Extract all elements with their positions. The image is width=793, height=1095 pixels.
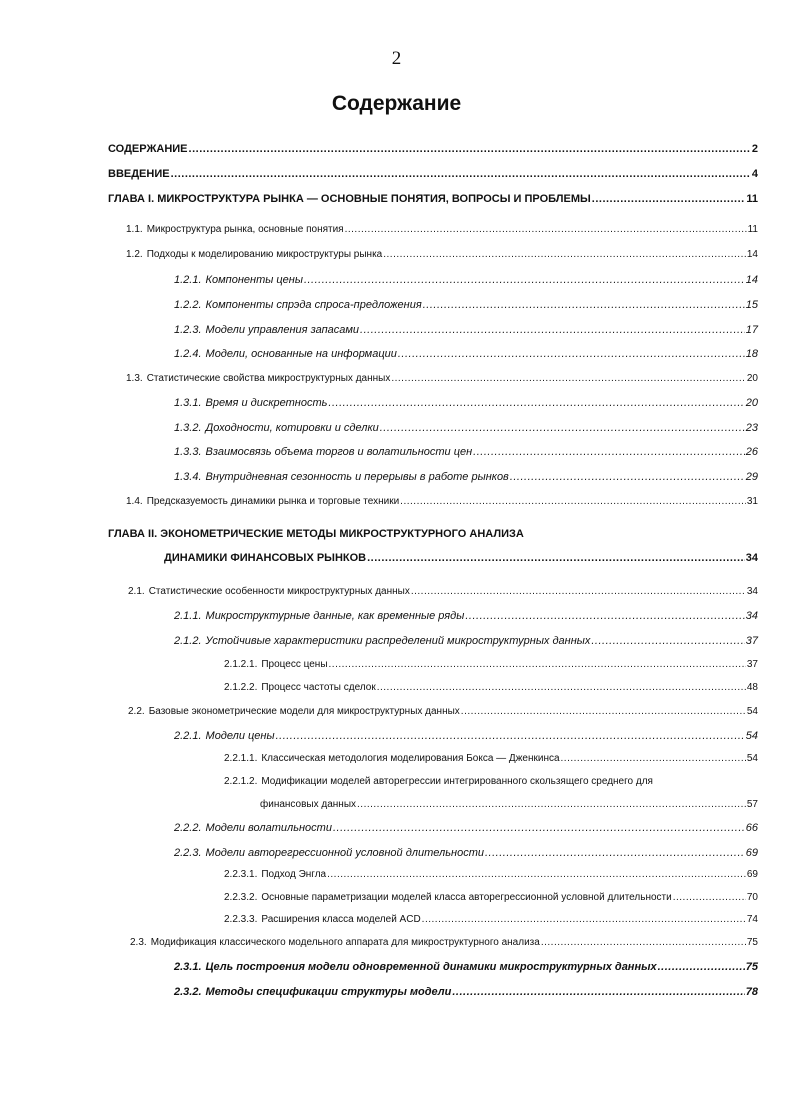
toc-number: 1.4.: [126, 496, 143, 507]
toc-entry[interactable]: [130, 935, 758, 951]
toc-page: 54: [746, 706, 758, 717]
toc-page: 17: [745, 324, 758, 336]
toc-leader: [276, 728, 745, 744]
toc-page: 48: [746, 682, 758, 693]
toc-number: 1.3.3.: [174, 446, 202, 458]
toc-entry[interactable]: [126, 371, 758, 387]
toc-page: 4: [751, 168, 758, 180]
toc-label: Взаимосвязь объема торгов и волатильности цен: [205, 446, 473, 458]
toc-leader: [327, 867, 746, 883]
toc-page: 20: [746, 373, 758, 384]
toc-page: 74: [746, 914, 758, 925]
toc-leader: [658, 959, 745, 975]
toc-entry[interactable]: [174, 322, 758, 338]
toc-entry[interactable]: [224, 774, 758, 790]
toc-label: Подход Энгла: [261, 869, 327, 880]
toc-page: 69: [745, 847, 758, 859]
toc-label: Модели авторегрессионной условной длительности: [205, 847, 484, 859]
toc-number: 2.2.3.3.: [224, 914, 258, 925]
toc-number: 1.2.: [126, 249, 143, 260]
toc-entry[interactable]: [224, 751, 758, 767]
toc-number: 1.1.: [126, 224, 143, 235]
toc-leader: [423, 297, 745, 313]
toc-leader: [592, 191, 746, 207]
toc-label: Классическая методология моделирования Бокса — Дженкинса: [261, 753, 560, 764]
toc-label: Процесс цены: [261, 659, 328, 670]
toc-label: ГЛАВА II. ЭКОНОМЕТРИЧЕСКИЕ МЕТОДЫ МИКРОСТРУКТУРНОГО АНАЛИЗА: [108, 528, 524, 540]
toc-page: 57: [746, 799, 758, 810]
toc-number: 2.2.2.: [174, 822, 202, 834]
toc-label: Устойчивые характеристики распределений микроструктурных данных: [205, 635, 591, 647]
toc-leader: [391, 371, 746, 387]
toc-entry[interactable]: [174, 346, 758, 362]
toc-entry[interactable]: [174, 728, 758, 744]
toc-number: 1.2.3.: [174, 324, 202, 336]
toc-page: 34: [745, 610, 758, 622]
toc-entry-cont[interactable]: [260, 797, 758, 813]
page-title: Содержание: [331, 92, 462, 115]
toc-label: Статистические свойства микроструктурных данных: [146, 373, 391, 384]
toc-page: 75: [746, 937, 758, 948]
toc-page: 34: [746, 586, 758, 597]
toc-label: Компоненты спрэда спроса-предложения: [205, 299, 422, 311]
toc-leader: [422, 912, 746, 928]
toc-entry-intro[interactable]: [108, 166, 758, 182]
toc-label: Модели цены: [205, 730, 275, 742]
toc-entry[interactable]: [174, 272, 758, 288]
toc-leader: [398, 346, 745, 362]
toc-page: 78: [745, 986, 758, 998]
toc-page: 54: [746, 753, 758, 764]
toc-number: 2.3.: [130, 937, 147, 948]
toc-entry[interactable]: [126, 494, 758, 510]
toc-leader: [510, 469, 745, 485]
toc-number: 1.3.4.: [174, 471, 202, 483]
toc-label: Время и дискретность: [205, 397, 328, 409]
toc-entry[interactable]: [174, 845, 758, 861]
toc-entry[interactable]: [174, 608, 758, 624]
toc-leader: [473, 444, 745, 460]
toc-label: Процесс частоты сделок: [261, 682, 376, 693]
toc-page: 18: [745, 348, 758, 360]
toc-entry[interactable]: [174, 820, 758, 836]
toc-number: 2.3.2.: [174, 986, 202, 998]
toc-leader: [328, 395, 744, 411]
toc-label: Модификация классического модельного аппарата для микроструктурного анализа: [150, 937, 540, 948]
toc-entry[interactable]: [224, 680, 758, 696]
toc-leader: [465, 608, 744, 624]
toc-page: 23: [745, 422, 758, 434]
toc-entry-chapter-2-cont[interactable]: [164, 550, 758, 566]
toc-entry[interactable]: [128, 584, 758, 600]
toc-leader: [452, 984, 744, 1000]
toc-number: 2.2.: [128, 706, 145, 717]
toc-leader: [485, 845, 745, 861]
toc-number: 2.2.1.: [174, 730, 202, 742]
toc-label: финансовых данных: [260, 799, 357, 810]
toc-page: 20: [745, 397, 758, 409]
toc-number: 2.2.1.1.: [224, 753, 258, 764]
toc-page: 31: [746, 496, 758, 507]
toc-number: 2.2.1.2.: [224, 776, 258, 787]
toc-label: Микроструктура рынка, основные понятия: [146, 224, 344, 235]
toc-leader: [329, 657, 746, 673]
toc-number: 2.1.2.2.: [224, 682, 258, 693]
toc-leader: [383, 247, 746, 263]
toc-page: 34: [745, 552, 758, 564]
toc-entry[interactable]: [174, 469, 758, 485]
toc-label: Основные параметризации моделей класса авторегрессионной условной длительности: [261, 892, 672, 903]
toc-label: Расширения класса моделей ACD: [261, 914, 421, 925]
toc-page: 2: [751, 143, 758, 155]
toc-entry[interactable]: [174, 444, 758, 460]
toc-page: 54: [745, 730, 758, 742]
toc-label: Модификации моделей авторегрессии интегрированного скользящего среднего для: [261, 776, 653, 787]
toc-page: 14: [746, 249, 758, 260]
toc-leader: [171, 166, 751, 182]
toc-number: 2.2.3.1.: [224, 869, 258, 880]
toc-label: Компоненты цены: [205, 274, 303, 286]
toc-entry[interactable]: [174, 297, 758, 313]
toc-entry[interactable]: [174, 959, 758, 975]
toc-entry[interactable]: [224, 890, 758, 906]
toc-entry-contents[interactable]: [108, 141, 758, 157]
toc-label: Статистические особенности микроструктурных данных: [148, 586, 410, 597]
toc-label: Внутридневная сезонность и перерывы в работе рынков: [205, 471, 509, 483]
toc-leader: [591, 633, 744, 649]
page-number: 2: [391, 48, 402, 69]
toc-leader: [400, 494, 746, 510]
toc-page: 11: [747, 224, 758, 235]
toc-page: 69: [746, 869, 758, 880]
toc-label: ГЛАВА I. МИКРОСТРУКТУРА РЫНКА — ОСНОВНЫЕ ПОНЯТИЯ, ВОПРОСЫ И ПРОБЛЕМЫ: [108, 193, 591, 205]
toc-label: Цель построения модели одновременной динамики микроструктурных данных: [205, 961, 657, 973]
toc-number: 1.2.1.: [174, 274, 202, 286]
toc-page: 37: [745, 635, 758, 647]
toc-page: 70: [746, 892, 758, 903]
toc-entry[interactable]: [174, 984, 758, 1000]
toc-number: 2.1.2.: [174, 635, 202, 647]
toc-label: Модели, основанные на информации: [205, 348, 397, 360]
toc-label: СОДЕРЖАНИЕ: [108, 143, 188, 155]
toc-label: ВВЕДЕНИЕ: [108, 168, 170, 180]
toc-leader: [333, 820, 745, 836]
toc-label: Модели волатильности: [205, 822, 332, 834]
toc-label: Модели управления запасами: [205, 324, 360, 336]
toc-leader: [411, 584, 746, 600]
toc-number: 2.2.3.: [174, 847, 202, 859]
toc-number: 2.1.2.1.: [224, 659, 258, 670]
toc-leader: [304, 272, 745, 288]
toc-entry[interactable]: [126, 247, 758, 263]
toc-entry[interactable]: [224, 657, 758, 673]
toc-number: 1.2.2.: [174, 299, 202, 311]
toc-leader: [673, 890, 746, 906]
toc-leader: [357, 797, 746, 813]
toc-number: 1.3.2.: [174, 422, 202, 434]
toc-number: 2.1.1.: [174, 610, 202, 622]
toc-number: 1.3.: [126, 373, 143, 384]
toc-page: 29: [745, 471, 758, 483]
toc-page: 66: [745, 822, 758, 834]
toc-entry[interactable]: [128, 704, 758, 720]
toc-entry-chapter-2[interactable]: [108, 526, 758, 542]
toc-page: 37: [746, 659, 758, 670]
toc-label: ДИНАМИКИ ФИНАНСОВЫХ РЫНКОВ: [164, 552, 367, 564]
toc-label: Микроструктурные данные, как временные ряды: [205, 610, 465, 622]
toc-label: Методы спецификации структуры модели: [205, 986, 452, 998]
toc-leader: [380, 420, 745, 436]
toc-label: Базовые эконометрические модели для микроструктурных данных: [148, 706, 460, 717]
toc-leader: [367, 550, 745, 566]
toc-entry[interactable]: [224, 867, 758, 883]
toc-label: Подходы к моделированию микроструктуры рынка: [146, 249, 383, 260]
toc-number: 2.1.: [128, 586, 145, 597]
toc-entry[interactable]: [174, 395, 758, 411]
toc-leader: [360, 322, 745, 338]
toc-leader: [461, 704, 746, 720]
toc-entry[interactable]: [126, 222, 758, 238]
toc-entry-chapter-1[interactable]: [108, 191, 758, 207]
toc-leader: [189, 141, 751, 157]
toc-page: 26: [745, 446, 758, 458]
toc-label: Доходности, котировки и сделки: [205, 422, 379, 434]
toc-leader: [345, 222, 747, 238]
toc-leader: [541, 935, 746, 951]
toc-entry[interactable]: [174, 633, 758, 649]
toc-page: 75: [745, 961, 758, 973]
toc-leader: [561, 751, 746, 767]
toc-entry[interactable]: [224, 912, 758, 928]
toc-page: 15: [745, 299, 758, 311]
toc-label: Предсказуемость динамики рынка и торговые техники: [146, 496, 400, 507]
toc-page: 11: [746, 193, 758, 205]
toc-number: 1.3.1.: [174, 397, 202, 409]
toc-number: 2.3.1.: [174, 961, 202, 973]
toc-leader: [377, 680, 746, 696]
toc-number: 1.2.4.: [174, 348, 202, 360]
toc-entry[interactable]: [174, 420, 758, 436]
toc-page: 14: [745, 274, 758, 286]
toc-number: 2.2.3.2.: [224, 892, 258, 903]
